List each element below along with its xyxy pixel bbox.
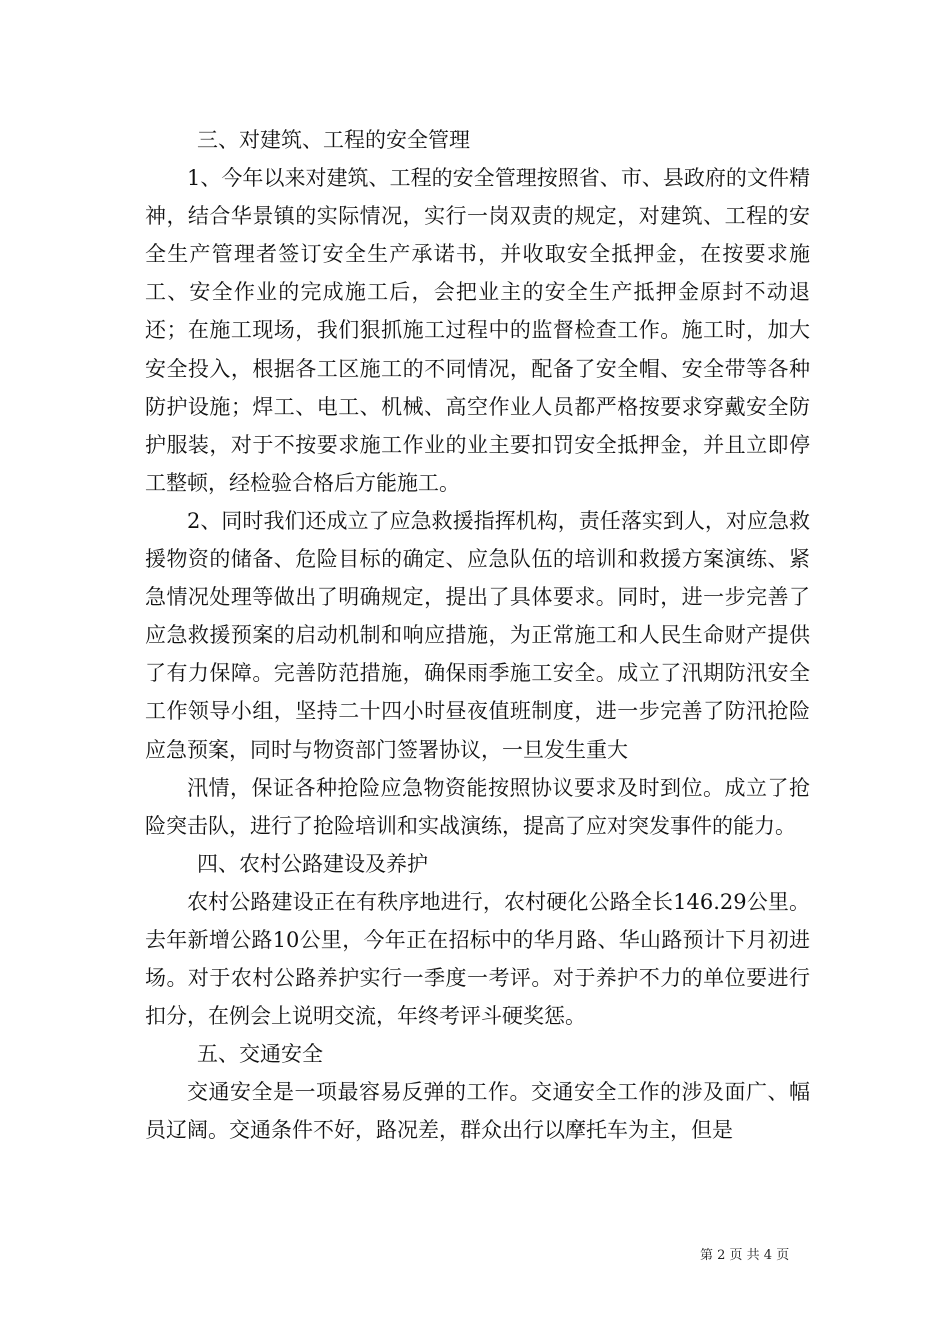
section-heading: 三、对建筑、工程的安全管理 bbox=[197, 128, 470, 152]
page-number: 第 2 页 共 4 页 bbox=[700, 1248, 790, 1263]
paragraph: 2、同时我们还成立了应急救援指挥机构，责任落实到人，对应急救援物资的储备、危险目标的确定、应急队伍的培训和救援方案演练、紧急情况处理等做出了明确规定，提出了具体要求。同时，进一步完善了应急救援预案的启动机制和响应措施，为正常施工和人民生命财产提供了有力保障。完善防范措施，确保雨季施工安全。成立了汛期防汛安全工作领导小组，坚持二十四小时昼夜值班制度，进一步完善了防汛抢险应急预案，同时与物资部门签署协议，一旦发生重大 bbox=[145, 508, 810, 762]
section-heading: 五、交通安全 bbox=[197, 1042, 323, 1067]
section-heading: 四、农村公路建设及养护 bbox=[197, 851, 428, 876]
paragraph: 交通安全是一项最容易反弹的工作。交通安全工作的涉及面广、幅员辽阔。交通条件不好，路况差，群众出行以摩托车为主，但是 bbox=[145, 1080, 810, 1143]
paragraph: 农村公路建设正在有秩序地进行，农村硬化公路全长146.29公里。去年新增公路10公里，今年正在招标中的华月路、华山路预计下月初进场。对于农村公路养护实行一季度一考评。对于养护不力的单位要进行扣分，在例会上说明交流，年终考评斗硬奖惩。 bbox=[145, 889, 810, 1029]
paragraph: 汛情，保证各种抢险应急物资能按照协议要求及时到位。成立了抢险突击队，进行了抢险培训和实战演练，提高了应对突发事件的能力。 bbox=[145, 775, 810, 838]
paragraph: 1、今年以来对建筑、工程的安全管理按照省、市、县政府的文件精神，结合华景镇的实际情况，实行一岗双责的规定，对建筑、工程的安全生产管理者签订安全生产承诺书，并收取安全抵押金，在按要求施工、安全作业的完成施工后，会把业主的安全生产抵押金原封不动退还；在施工现场，我们狠抓施工过程中的监督检查工作。施工时，加大安全投入，根据各工区施工的不同情况，配备了安全帽、安全带等各种防护设施；焊工、电工、机械、高空作业人员都严格按要求穿戴安全防护服装，对于不按要求施工作业的业主要扣罚安全抵押金，并且立即停工整顿，经检验合格后方能施工。 bbox=[145, 166, 810, 495]
document-body bbox=[145, 121, 810, 1150]
